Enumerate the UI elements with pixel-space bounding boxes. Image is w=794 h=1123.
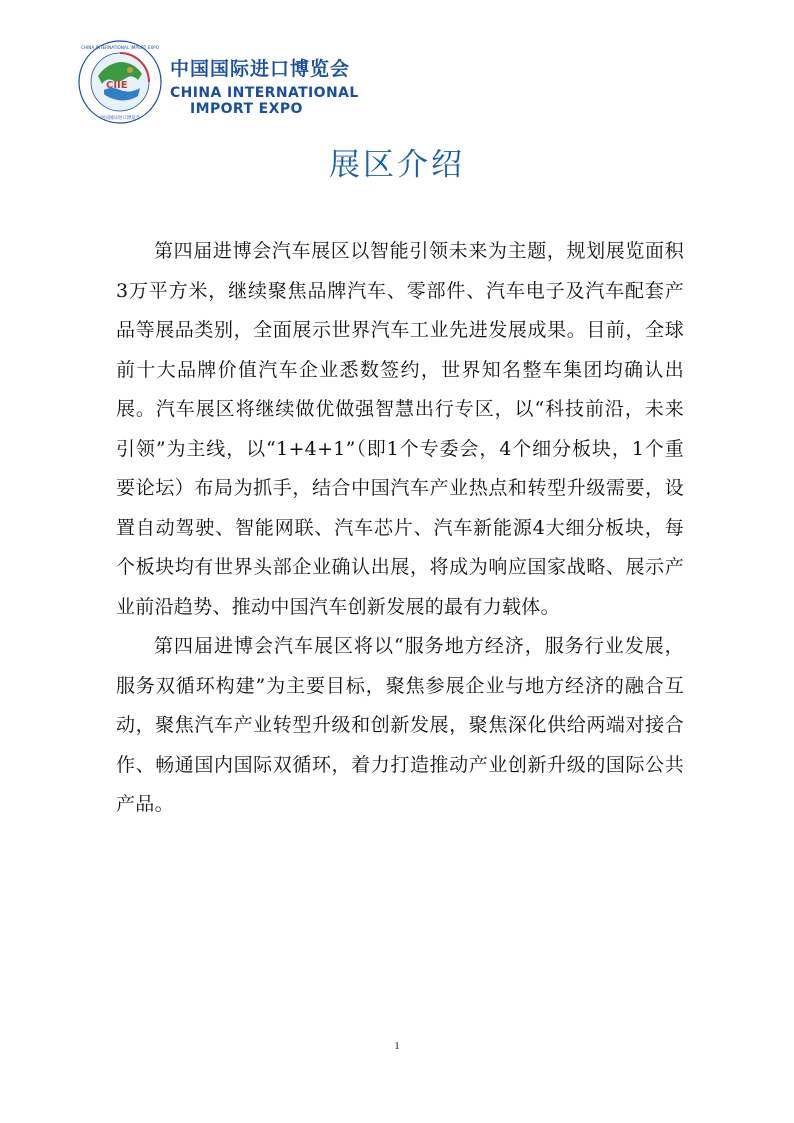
paragraph-2: 第四届进博会汽车展区将以“服务地方经济，服务行业发展，服务双循环构建”为主要目标，聚焦参展企业与地方经济的融合互动，聚焦汽车产业转型升级和创新发展，聚焦深化供给两端对接合作、畅通国内国际双循环，着力打造推动产业创新升级的国际公共产品。 — [116, 635, 684, 815]
paragraph-1: 第四届进博会汽车展区以智能引领未来为主题，规划展览面积3万平方米，继续聚焦品牌汽车、零部件、汽车电子及汽车配套产品等展品类别，全面展示世界汽车工业先进发展成果。目前，全球前十大品牌价值汽车企业悉数签约，世界知名整车集团均确认出展。汽车展区将继续做优做强智慧出行专区，以“科技前沿，未来引领”为主线，以“1+4+1”（即1个专委会，4个细分板块，1个重要论坛）布局为抓手，结合中国汽车产业热点和转型升级需要，设置自动驾驶、智能网联、汽车芯片、汽车新能源4大细分板块，每个板块均有世界头部企业确认出展，将成为响应国家战略、展示产业前沿趋势、推动中国汽车创新发展的最有力载体。 — [116, 240, 684, 618]
page-title: 展区介绍 — [329, 147, 465, 183]
logo-name-en-line1: CHINA INTERNATIONAL — [170, 85, 359, 101]
page-number: 1 — [394, 1040, 400, 1052]
svg-text:CIIE: CIIE — [106, 80, 128, 91]
ciie-logo-icon — [78, 40, 162, 124]
logo-name-cn: 中国国际进口博览会 — [170, 58, 351, 80]
header — [78, 40, 398, 132]
body-text — [116, 232, 684, 825]
svg-text:CHINA INTERNATIONAL IMPORT EXP: CHINA INTERNATIONAL IMPORT EXPO — [80, 45, 160, 50]
logo-wordmark — [170, 60, 359, 117]
svg-text:中国国际进口博览会: 中国国际进口博览会 — [99, 116, 141, 121]
logo-name-en-line2: IMPORT EXPO — [190, 101, 303, 117]
